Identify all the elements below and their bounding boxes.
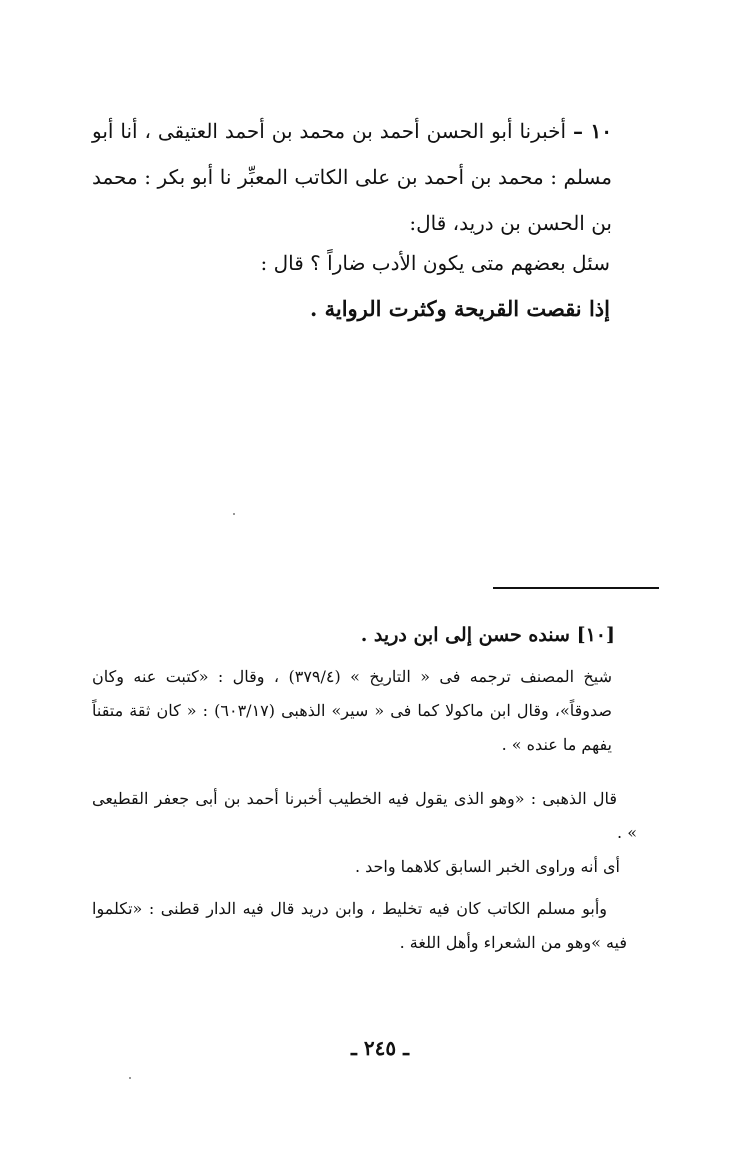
entry-number: ١٠ – xyxy=(573,119,613,143)
page-number: ـ ٢٤٥ ـ xyxy=(351,1036,409,1060)
footnote-paragraph: شيخ المصنف ترجمه فى « التاريخ » (٣٧٩/٤) ، وقال : «كتبت عنه وكان صدوقاً»، وقال ابن ماكولا كما فى « سير» الذهبى (٦٠٣/١٧) : « كان ثقة متقناً يفهم ما عنده » . xyxy=(92,667,612,754)
scan-speck xyxy=(233,513,235,515)
main-paragraph xyxy=(92,108,612,246)
isnad-text: أخبرنا أبو الحسن أحمد بن محمد بن أحمد العتيقى ، أنا أبو مسلم : محمد بن أحمد بن على الكاتب المعبِّر نا أبو بكر : محمد بن الحسن بن دريد، قال: xyxy=(92,119,612,235)
footnote-paragraph: قال الذهبى : «وهو الذى يقول فيه الخطيب أخبرنا أحمد بن أبى جعفر القطيعى » . xyxy=(92,789,637,842)
scan-speck xyxy=(129,1077,131,1079)
footnote-heading: [١٠] سنده حسن إلى ابن دريد . xyxy=(360,624,615,646)
question-line: سئل بعضهم متى يكون الأدب ضاراً ؟ قال : xyxy=(260,251,610,275)
answer-line: إذا نقصت القريحة وكثرت الرواية . xyxy=(309,296,610,321)
footnote-paragraph: أى أنه وراوى الخبر السابق كلاهما واحد . xyxy=(354,857,620,876)
footnote-paragraph: وأبو مسلم الكاتب كان فيه تخليط ، وابن دريد قال فيه الدار قطنى : «تكلموا فيه »وهو من الشعراء وأهل اللغة . xyxy=(92,899,627,952)
quote-block xyxy=(170,240,610,332)
footnote-divider xyxy=(493,587,659,589)
